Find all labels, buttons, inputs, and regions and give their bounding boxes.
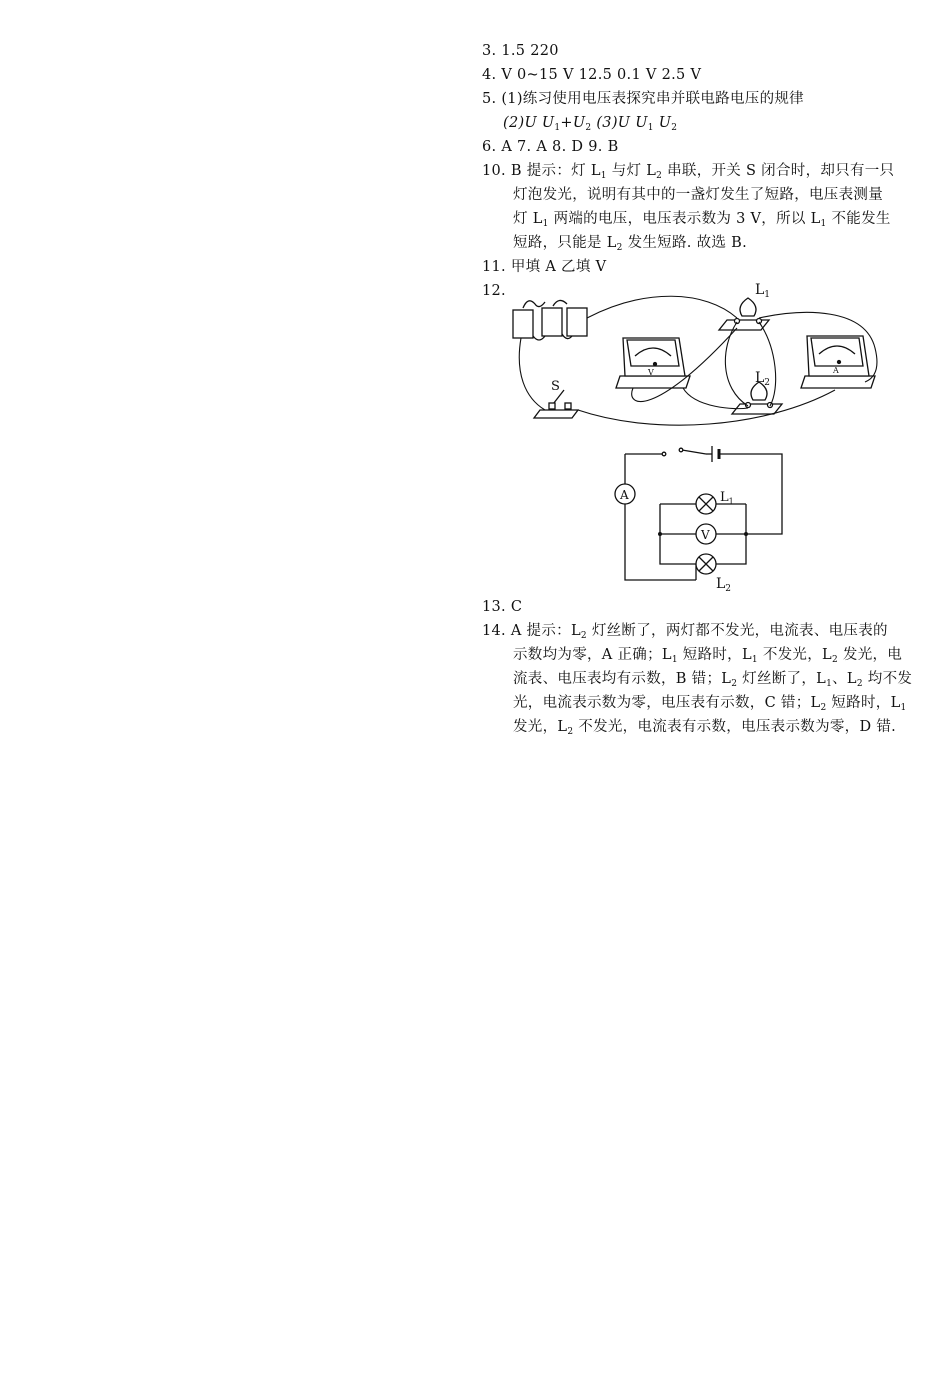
voltmeter-face-label: V xyxy=(648,368,654,377)
schematic-lamp-L2 xyxy=(696,554,731,592)
answer-10-line3: 灯 $L_1$ 两端的电压，电压表示数为 3 V，所以 $L_1$ 不能发生 xyxy=(513,211,891,229)
ammeter xyxy=(801,336,875,388)
answer-14-line5: 发光，$L_2$ 不发光，电流表有示数，电压表示数为零，D 错. xyxy=(513,719,897,737)
answer-3: 3. 1.5 220 xyxy=(482,43,559,59)
switch-label: S xyxy=(551,379,560,394)
answer-14-line2: 示数均为零，A 正确；$L_1$ 短路时，$L_1$ 不发光，$L_2$ 发光，电 xyxy=(513,647,903,665)
answer-5-line1: 5. (1)练习使用电压表探究串并联电路电压的规律 xyxy=(482,91,804,107)
answer-5-line2: (2)U $U_1+U_2$ (3)U $U_1$ $U_2$ xyxy=(503,115,678,133)
schematic-L1-label: $L_1$ xyxy=(720,490,734,506)
lamp-L1-label: $L_1$ xyxy=(755,282,771,300)
answer-10-line4: 短路，只能是 $L_2$ 发生短路. 故选 B. xyxy=(513,235,747,253)
answer-12-label: 12. xyxy=(482,283,506,299)
schematic-battery xyxy=(712,446,719,462)
schematic-voltmeter xyxy=(696,524,716,544)
battery-pack xyxy=(513,300,587,340)
answer-14-line1: 14. A 提示：$L_2$ 灯丝断了，两灯都不发光，电流表、电压表的 xyxy=(482,623,888,641)
answer-13: 13. C xyxy=(482,599,523,615)
schematic-switch xyxy=(662,448,683,456)
answer-14-line3: 流表、电压表均有示数，B 错；$L_2$ 灯丝断了，$L_1$、$L_2$ 均不发 xyxy=(513,671,913,689)
answer-4: 4. V 0~15 V 12.5 0.1 V 2.5 V xyxy=(482,67,702,83)
schematic-ammeter xyxy=(615,484,635,504)
lamp-L2-label: $L_2$ xyxy=(755,370,771,388)
circuit-schematic xyxy=(608,440,798,592)
switch xyxy=(534,379,578,418)
answer-10-line1: 10. B 提示：灯 $L_1$ 与灯 $L_2$ 串联，开关 S 闭合时，却只有一只 xyxy=(482,163,895,181)
voltmeter xyxy=(616,338,690,388)
ammeter-symbol-label: A xyxy=(620,488,629,502)
ammeter-face-label: A xyxy=(833,366,839,375)
answer-6-9: 6. A 7. A 8. D 9. B xyxy=(482,139,619,155)
voltmeter-symbol-label: V xyxy=(701,528,710,542)
answer-11: 11. 甲填 A 乙填 V xyxy=(482,259,607,275)
answer-10-line2: 灯泡发光，说明有其中的一盏灯发生了短路，电压表测量 xyxy=(513,187,883,203)
schematic-lamp-L1 xyxy=(696,490,734,514)
answer-14-line4: 光，电流表示数为零，电压表有示数，C 错；$L_2$ 短路时，$L_1$ xyxy=(513,695,907,713)
lamp-L1 xyxy=(719,282,770,330)
apparatus-drawing xyxy=(505,278,885,440)
schematic-L2-label: $L_2$ xyxy=(716,576,732,592)
